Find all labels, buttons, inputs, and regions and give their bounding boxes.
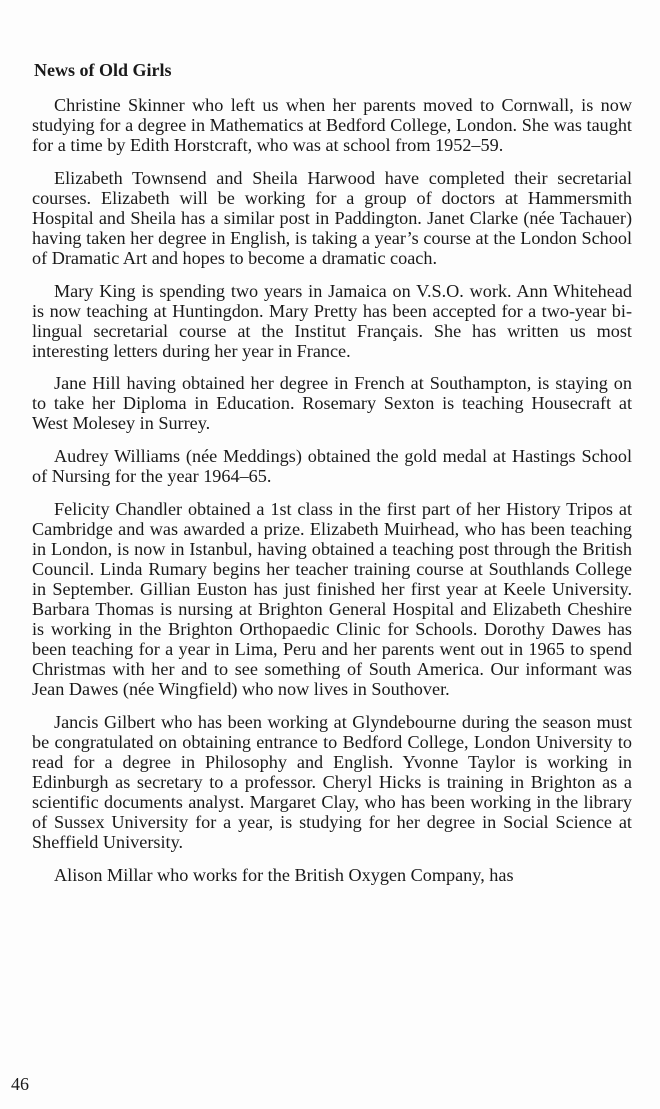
paragraph-audrey-williams: Audrey Williams (née Meddings) obtained the gold medal at Hastings School of Nursing for the year 1964–65.	[32, 445, 632, 487]
paragraph-mary-king: Mary King is spending two years in Jamaica on V.S.O. work. Ann Whitehead is now teaching at Huntingdon. Mary Pretty has been accepted for a two-year bi-lingual secretarial course at the Institut Français. She has written us most interesting letters during her year in France.	[32, 280, 632, 361]
paragraph-jancis-gilbert: Jancis Gilbert who has been working at Glyndebourne during the season must be congratulated on obtaining entrance to Bedford College, London University to read for a degree in Philosophy and English. Yvonne Taylor is working in Edinburgh as secretary to a professor. Cheryl Hicks is training in Brighton as a scientific documents analyst. Margaret Clay, who has been working in the library of Sussex University for a year, is studying for her degree in Social Science at Sheffield University.	[32, 711, 632, 853]
article-body	[32, 95, 632, 897]
paragraph-elizabeth-townsend: Elizabeth Townsend and Sheila Harwood have completed their secretarial courses. Elizabeth will be working for a group of doctors at Hammersmith Hospital and Sheila has a similar post in Paddington. Janet Clarke (née Tachauer) having taken her degree in English, is taking a year’s course at the London School of Dramatic Art and hopes to become a dramatic coach.	[32, 167, 632, 269]
paragraph-christine-skinner: Christine Skinner who left us when her parents moved to Cornwall, is now studying for a degree in Mathematics at Bedford College, London. She was taught for a time by Edith Horstcraft, who was at school from 1952–59.	[32, 95, 632, 156]
paragraph-jane-hill: Jane Hill having obtained her degree in French at Southampton, is staying on to take her Diploma in Education. Rosemary Sexton is teaching Housecraft at West Molesey in Surrey.	[32, 373, 632, 434]
paragraph-alison-millar: Alison Millar who works for the British Oxygen Company, has	[54, 864, 514, 885]
paragraph-felicity-chandler: Felicity Chandler obtained a 1st class in the first part of her History Tripos at Cambridge and was awarded a prize. Elizabeth Muirhead, who has been teaching in London, is now in Istanbul, having obtained a teaching post through the British Council. Linda Rumary begins her teacher training course at Southlands College in September. Gillian Euston has just finished her first year at Keele University. Barbara Thomas is nursing at Brighton General Hospital and Elizabeth Cheshire is working in the Brighton Orthopaedic Clinic for Schools. Dorothy Dawes has been teaching for a year in Lima, Peru and her parents went out in 1965 to spend Christmas with her and to see something of South America. Our informant was Jean Dawes (née Wingfield) who now lives in Southover.	[32, 498, 632, 700]
page-number: 46	[11, 1074, 29, 1094]
section-heading: News of Old Girls	[34, 60, 172, 80]
